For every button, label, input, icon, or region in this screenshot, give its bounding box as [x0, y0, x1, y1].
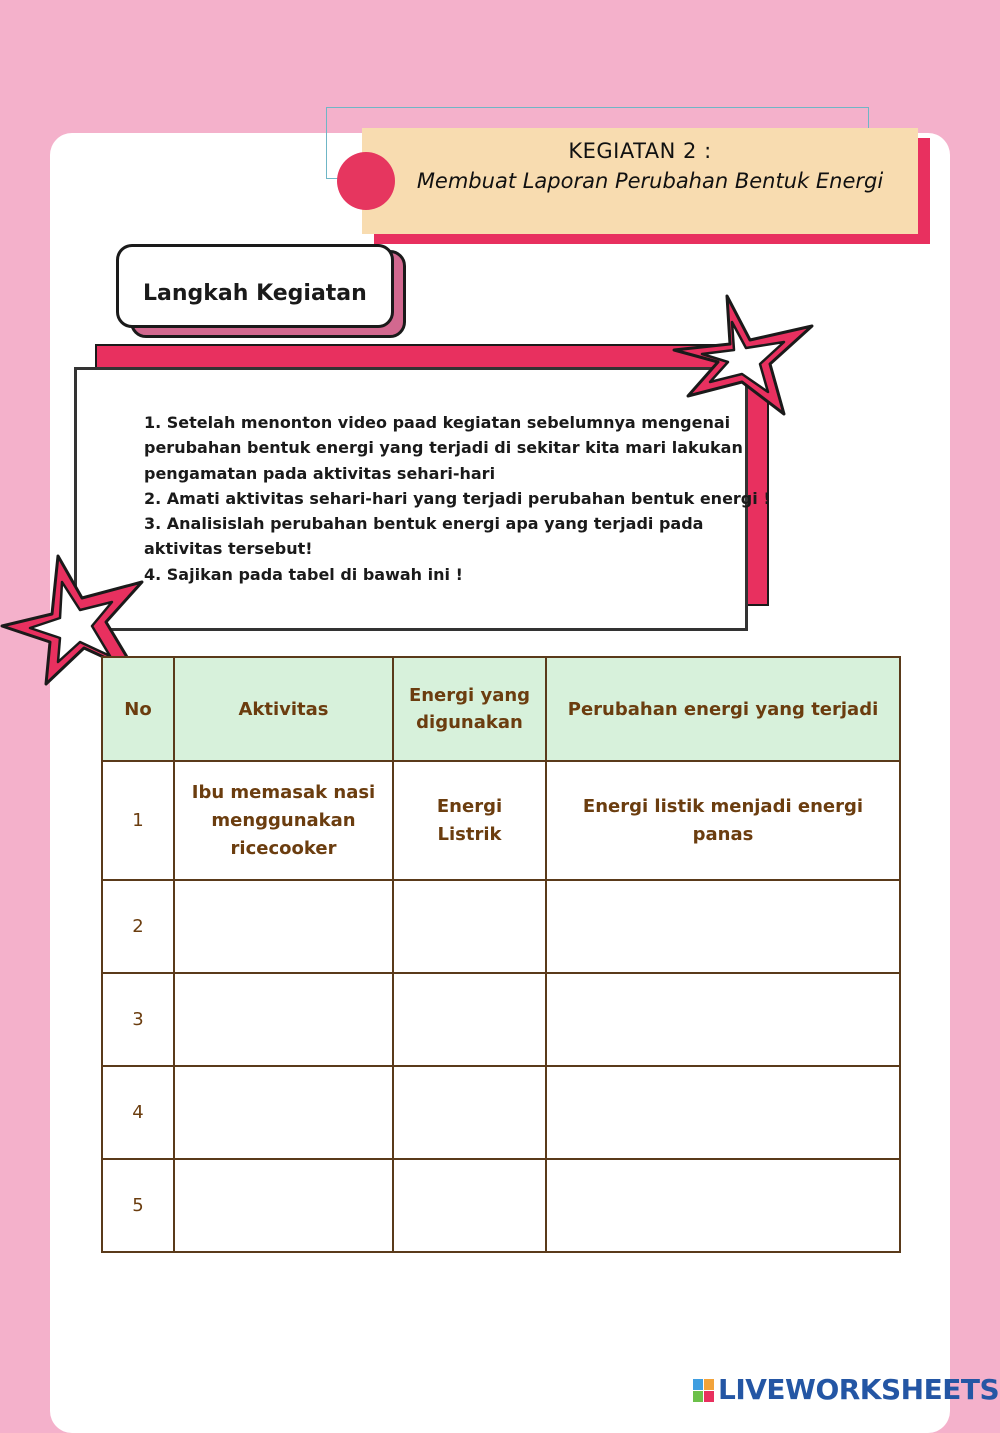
instruction-line: 4. Sajikan pada tabel di bawah ini !: [144, 564, 463, 584]
energy-used-cell[interactable]: [393, 973, 546, 1066]
table-row: [102, 973, 900, 1066]
header-title: KEGIATAN 2 :: [568, 139, 712, 163]
energy-change-cell: Energi listik menjadi energi panas: [546, 761, 900, 880]
header-activity: Aktivitas: [174, 657, 393, 761]
table-row: [102, 880, 900, 973]
energy-table: [101, 656, 901, 1253]
table-row: [102, 1066, 900, 1159]
instruction-line: pengamatan pada aktivitas sehari-hari: [144, 463, 496, 483]
steps-label: Langkah Kegiatan: [116, 244, 394, 328]
instruction-line: perubahan bentuk energi yang terjadi di sekitar kita mari lakukan: [144, 438, 743, 458]
row-number: 2: [102, 880, 174, 973]
activity-cell[interactable]: [174, 880, 393, 973]
instruction-line: 1. Setelah menonton video paad kegiatan sebelumnya mengenai: [144, 413, 731, 432]
energy-change-cell[interactable]: [546, 880, 900, 973]
table-row: [102, 1159, 900, 1252]
instructions-box: [74, 367, 771, 631]
energy-change-cell[interactable]: [546, 973, 900, 1066]
instruction-line: 3. Analisislah perubahan bentuk energi apa yang terjadi pada: [144, 514, 704, 534]
energy-used-cell[interactable]: [393, 1066, 546, 1159]
liveworksheets-logo[interactable]: [693, 1373, 1000, 1407]
header-no: No: [102, 657, 174, 761]
liveworksheets-logo-icon: [693, 1379, 715, 1403]
row-number: 5: [102, 1159, 174, 1252]
instruction-line: 2. Amati aktivitas sehari-hari yang terjadi perubahan bentuk energi !: [144, 488, 771, 508]
row-number: 3: [102, 973, 174, 1066]
activity-cell: Ibu memasak nasi menggunakan ricecooker: [174, 761, 393, 880]
energy-used-cell: Energi Listrik: [393, 761, 546, 880]
activity-cell[interactable]: [174, 1159, 393, 1252]
logo-text: LIVEWORKSHEETS: [718, 1373, 1000, 1406]
header-banner: [362, 128, 918, 234]
header-energy-change: Perubahan energi yang terjadi: [546, 657, 900, 761]
activity-cell[interactable]: [174, 973, 393, 1066]
energy-used-cell[interactable]: [393, 1159, 546, 1252]
star-icon: [672, 292, 818, 418]
energy-change-cell[interactable]: [546, 1159, 900, 1252]
row-number: 1: [102, 761, 174, 880]
header-subtitle: Membuat Laporan Perubahan Bentuk Energi: [416, 169, 884, 193]
activity-cell[interactable]: [174, 1066, 393, 1159]
instruction-line: aktivitas tersebut!: [144, 539, 313, 559]
row-number: 4: [102, 1066, 174, 1159]
header-energy-used: Energi yang digunakan: [393, 657, 546, 761]
table-row: [102, 761, 900, 880]
header-dot-icon: [337, 152, 395, 210]
energy-used-cell[interactable]: [393, 880, 546, 973]
energy-change-cell[interactable]: [546, 1066, 900, 1159]
table-header-row: [102, 657, 900, 761]
